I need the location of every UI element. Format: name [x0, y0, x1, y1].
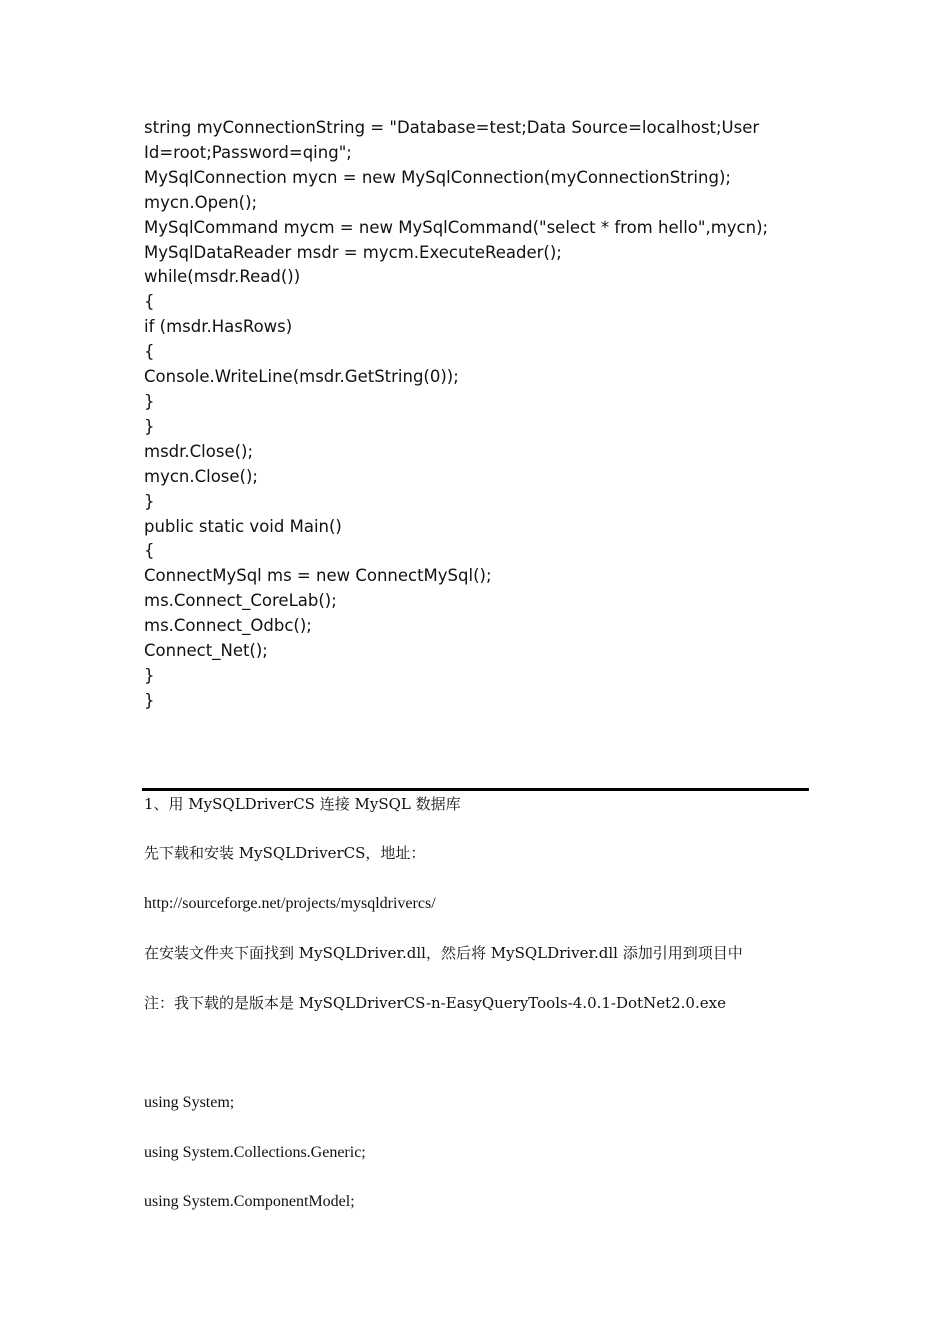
csharp-code-block [144, 116, 804, 714]
code-line: } [144, 391, 155, 411]
download-note: 先下载和安装 MySQLDriverCS，地址： [144, 844, 426, 862]
code-line: public static void Main() [144, 516, 342, 536]
code-line: { [144, 292, 155, 312]
section-heading: 1、用 MySQLDriverCS 连接 MySQL 数据库 [144, 795, 461, 813]
code-line: Id=root;Password=qing"; [144, 142, 352, 162]
code-line: mycn.Close(); [144, 466, 258, 486]
code-line: MySqlDataReader msdr = mycm.ExecuteReader(); [144, 242, 562, 262]
using-line: using System.ComponentModel; [144, 1193, 355, 1210]
code-line: } [144, 491, 155, 511]
code-line: ms.Connect_CoreLab(); [144, 591, 337, 611]
using-line: using System.Collections.Generic; [144, 1144, 366, 1161]
code-line: MySqlConnection mycn = new MySqlConnection(myConnectionString); [144, 167, 731, 187]
download-url: http://sourceforge.net/projects/mysqldrivercs/ [144, 895, 436, 912]
code-line: { [144, 541, 155, 561]
code-line: if (msdr.HasRows) [144, 317, 293, 337]
code-line: MySqlCommand mycm = new MySqlCommand("select * from hello",mycn); [144, 217, 769, 237]
reference-note: 在安装文件夹下面找到 MySQLDriver.dll，然后将 MySQLDriver.dll 添加引用到项目中 [144, 944, 743, 962]
code-line: while(msdr.Read()) [144, 267, 301, 287]
code-line: ConnectMySql ms = new ConnectMySql(); [144, 566, 492, 586]
version-note: 注：我下载的是版本是 MySQLDriverCS-n-EasyQueryTools-4.0.1-DotNet2.0.exe [144, 994, 726, 1012]
using-line: using System; [144, 1094, 235, 1111]
code-line: Connect_Net(); [144, 641, 268, 661]
section-divider [142, 788, 809, 791]
code-line: mycn.Open(); [144, 192, 258, 212]
code-line: Console.WriteLine(msdr.GetString(0)); [144, 367, 459, 387]
code-line: } [144, 690, 155, 710]
code-line: { [144, 342, 155, 362]
code-line: } [144, 416, 155, 436]
code-line: msdr.Close(); [144, 441, 254, 461]
code-line: ms.Connect_Odbc(); [144, 616, 312, 636]
code-line: } [144, 665, 155, 685]
code-line: string myConnectionString = "Database=test;Data Source=localhost;User [144, 118, 760, 137]
